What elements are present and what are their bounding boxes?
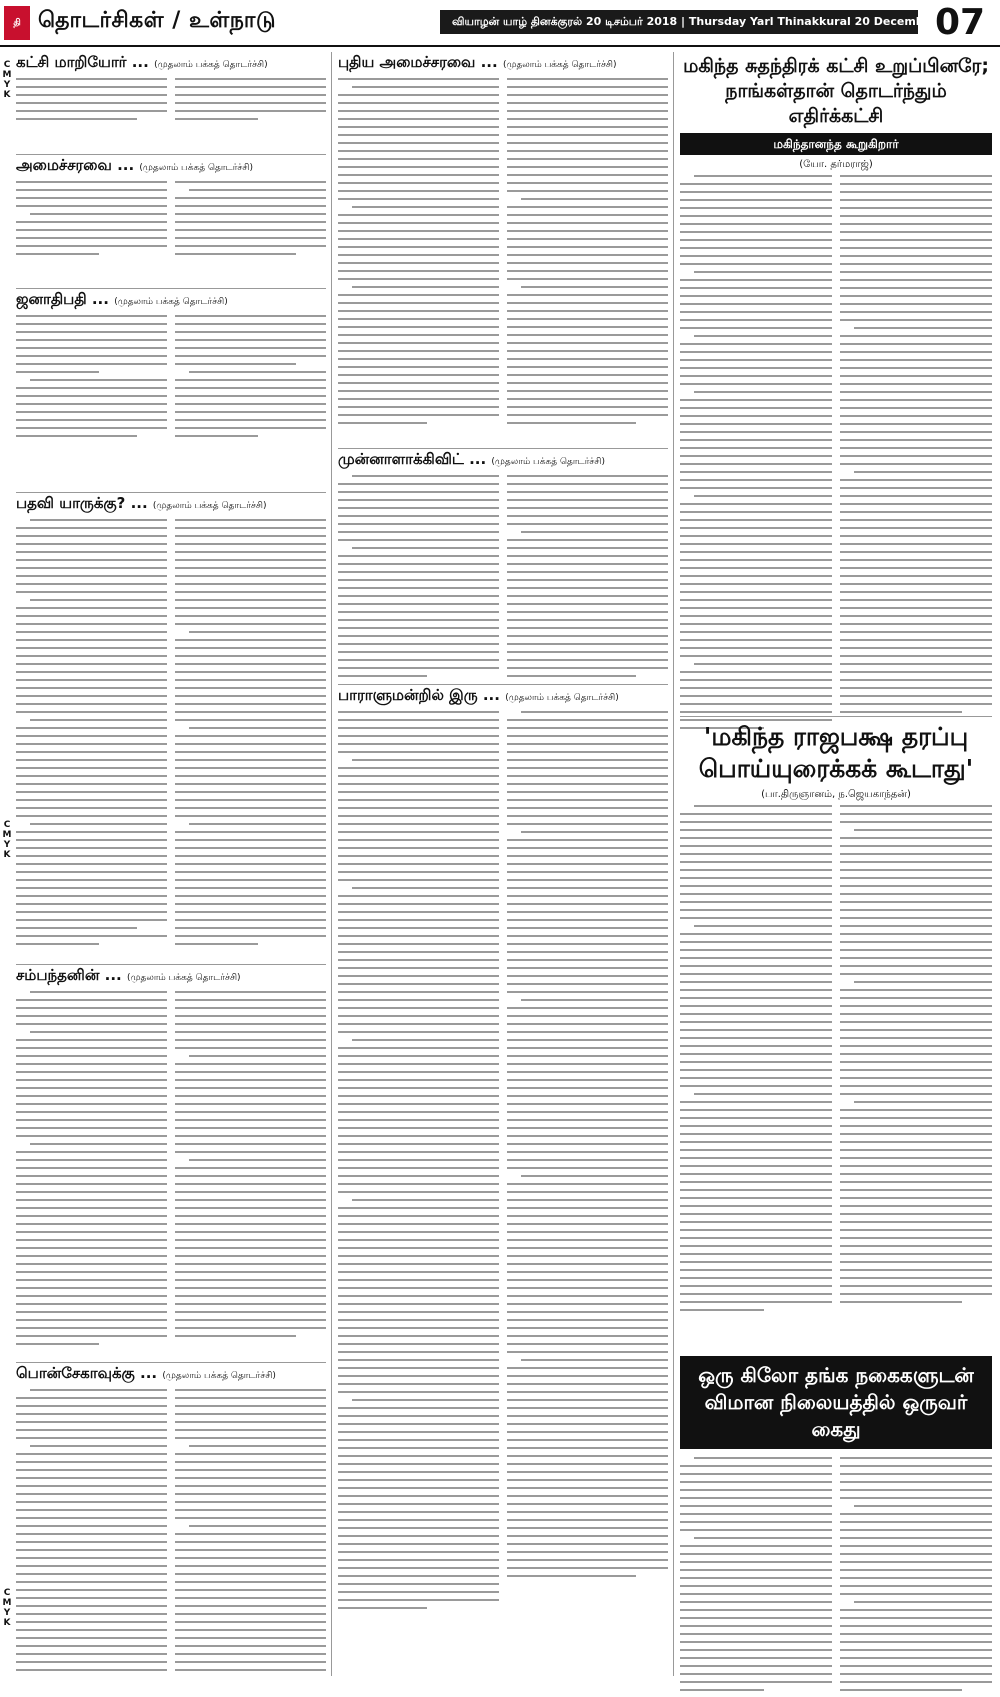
header-rule [0, 45, 1000, 47]
body-text [175, 519, 326, 951]
body-text [840, 1457, 992, 1697]
headline: 'மகிந்த ராஜபக்ஷ தரப்பு பொய்யுரைக்கக் கூடாது' [698, 722, 974, 783]
body-text [680, 175, 832, 735]
story-amaichcharavai [16, 154, 326, 284]
story-title: ஜனாதிபதி ... (முதலாம் பக்கத் தொடர்ச்சி) [16, 290, 228, 308]
cmyk-mark-middle: C M Y K [2, 820, 12, 860]
story-puthiya-amaichcharavai [338, 52, 668, 444]
byline: (பா.திருஞானம், ந.ஜெயகாந்தன்) [761, 789, 911, 800]
story-paralumanril-iru [338, 684, 668, 1676]
page-number: 07 [934, 2, 986, 43]
body-text [175, 315, 326, 443]
body-text [680, 805, 832, 1317]
story-ponsekavukku [16, 1362, 326, 1676]
body-text [507, 711, 668, 1615]
story-sampanthanin [16, 964, 326, 1358]
headline: மகிந்த சுதந்திரக் கட்சி உறுப்பினரே; நாங்கள்தான் தொடர்ந்தும் எதிர்க்கட்சி [683, 55, 989, 127]
story-title: சம்பந்தனின் ... (முதலாம் பக்கத் தொடர்ச்சி) [16, 966, 241, 984]
story-title: முன்னாளாக்கிவிட் ... (முதலாம் பக்கத் தொடர்ச்சி) [338, 450, 605, 468]
newspaper-logo-icon [4, 6, 30, 40]
body-text [338, 475, 499, 683]
body-text [16, 1389, 167, 1677]
headline: ஒரு கிலோ தங்க நகைகளுடன் விமான நிலையத்தில் ஒருவர் கைது [680, 1356, 992, 1449]
column-divider [673, 52, 674, 1676]
body-text [16, 181, 167, 261]
body-text [175, 78, 326, 126]
date-strip: வியாழன் யாழ் தினக்குரல் 20 டிசம்பர் 2018 | Thursday Yarl Thinakkural 20 December 2018 [440, 10, 918, 34]
kicker-bar: மகிந்தானந்த கூறுகிறார் [680, 133, 992, 155]
byline: (யோ. தர்மராஜ்) [799, 159, 873, 170]
story-title: பதவி யாருக்கு? ... (முதலாம் பக்கத் தொடர்ச்சி) [16, 494, 267, 512]
body-text [175, 991, 326, 1351]
body-text [16, 991, 167, 1351]
body-text [175, 181, 326, 261]
story-title: பாராளுமன்றில் இரு ... (முதலாம் பக்கத் தொடர்ச்சி) [338, 686, 619, 704]
column-divider [331, 52, 332, 1676]
story-gold-airport-arrest [680, 1356, 992, 1676]
body-text [840, 805, 992, 1317]
body-text [338, 711, 499, 1615]
story-title: புதிய அமைச்சரவை ... (முதலாம் பக்கத் தொடர்ச்சி) [338, 53, 617, 71]
body-text [175, 1389, 326, 1677]
body-text [338, 78, 499, 430]
body-text [16, 78, 167, 126]
masthead [0, 0, 1000, 46]
story-rajapaksa-no-lies [680, 716, 992, 1346]
story-pathavi-yarukku [16, 492, 326, 960]
story-title: கட்சி மாறியோர் ... (முதலாம் பக்கத் தொடர்ச்சி) [16, 53, 268, 71]
section-title: தொடர்சிகள் / உள்நாடு [38, 8, 277, 33]
story-title: அமைச்சரவை ... (முதலாம் பக்கத் தொடர்ச்சி) [16, 156, 253, 174]
cmyk-mark-top: C M Y K [2, 60, 12, 100]
body-text [16, 315, 167, 443]
body-text [840, 175, 992, 735]
body-text [680, 1457, 832, 1697]
story-mahinda-party-member [680, 54, 992, 710]
body-text [16, 519, 167, 951]
cmyk-mark-bottom: C M Y K [2, 1588, 12, 1628]
body-text [507, 78, 668, 430]
story-munnalakkivit [338, 448, 668, 680]
body-text [507, 475, 668, 683]
story-title: பொன்சேகாவுக்கு ... (முதலாம் பக்கத் தொடர்ச்சி) [16, 1364, 276, 1382]
story-janathipathi [16, 288, 326, 488]
story-kachi-mariyor [16, 52, 326, 150]
logo-text: தி [13, 17, 21, 28]
